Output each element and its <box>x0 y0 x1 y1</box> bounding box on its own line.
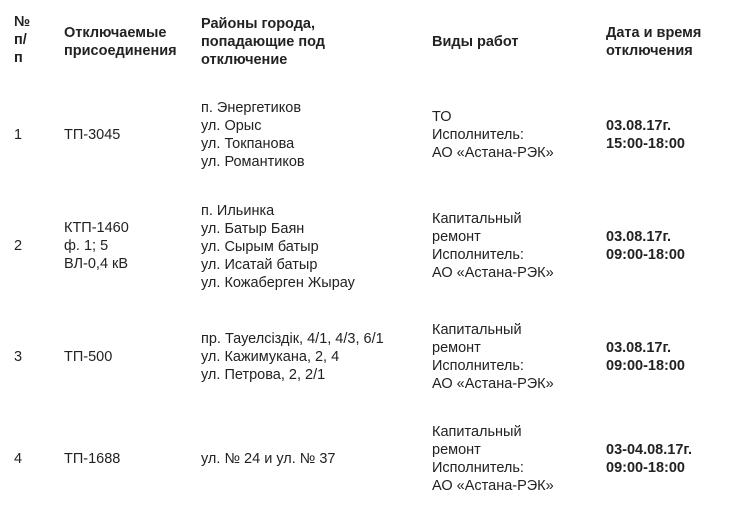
connection-line: ТП-500 <box>64 349 113 365</box>
row-1-connection <box>64 126 120 144</box>
row-3-connection <box>64 348 112 366</box>
work-line: Капитальный <box>432 322 522 338</box>
district-line: п. Ильинка <box>201 203 275 219</box>
header-districts-line: Районы города, <box>201 16 316 32</box>
work-line: АО «Астана-РЭК» <box>432 376 554 392</box>
row-4-number: 4 <box>14 451 23 467</box>
datetime-line: 09:00-18:00 <box>606 358 685 374</box>
connection-line: ТП-3045 <box>64 127 121 143</box>
work-line: ТО <box>432 109 452 125</box>
row-1-districts <box>201 99 305 171</box>
row-2-districts <box>201 202 355 292</box>
work-line: ремонт <box>432 340 481 356</box>
district-line: ул. Кожаберген Жырау <box>201 275 355 291</box>
header-number-line: п <box>14 50 23 66</box>
row-2-datetime <box>606 228 685 264</box>
district-line: п. Энергетиков <box>201 100 302 116</box>
district-line: ул. Кажимукана, 2, 4 <box>201 349 340 365</box>
datetime-line: 03.08.17г. <box>606 229 672 245</box>
connection-line: КТП-1460 <box>64 220 129 236</box>
district-line: ул. Исатай батыр <box>201 257 318 273</box>
connection-line: ф. 1; 5 <box>64 238 109 254</box>
district-line: ул. Петрова, 2, 2/1 <box>201 367 326 383</box>
datetime-line: 03-04.08.17г. <box>606 442 693 458</box>
row-2-work-type <box>432 210 554 282</box>
work-line: Капитальный <box>432 211 522 227</box>
work-line: Исполнитель: <box>432 127 524 143</box>
datetime-line: 03.08.17г. <box>606 118 672 134</box>
header-work-type-line: Виды работ <box>432 34 519 50</box>
row-3-datetime <box>606 339 685 375</box>
district-line: ул. № 24 и ул. № 37 <box>201 451 336 467</box>
row-4-connection <box>64 450 120 468</box>
connection-line: ВЛ-0,4 кВ <box>64 256 129 272</box>
work-line: Исполнитель: <box>432 358 524 374</box>
row-2-number: 2 <box>14 238 23 254</box>
header-number-line: п/ <box>14 32 27 48</box>
header-work-type <box>432 33 518 51</box>
row-1-datetime <box>606 117 685 153</box>
row-4-datetime <box>606 441 692 477</box>
row-4-work-type <box>432 423 554 495</box>
header-datetime-line: отключения <box>606 43 693 59</box>
header-number-line: № <box>14 14 31 30</box>
district-line: ул. Романтиков <box>201 154 305 170</box>
datetime-line: 09:00-18:00 <box>606 247 685 263</box>
header-datetime-line: Дата и время <box>606 25 702 41</box>
header-number <box>14 13 30 67</box>
work-line: Исполнитель: <box>432 460 524 476</box>
connection-line: ТП-1688 <box>64 451 121 467</box>
datetime-line: 03.08.17г. <box>606 340 672 356</box>
work-line: Исполнитель: <box>432 247 524 263</box>
work-line: АО «Астана-РЭК» <box>432 265 554 281</box>
header-districts-line: попадающие под <box>201 34 325 50</box>
row-3-districts <box>201 330 384 384</box>
header-connections <box>64 24 177 60</box>
district-line: пр. Тауелсіздік, 4/1, 4/3, 6/1 <box>201 331 384 347</box>
district-line: ул. Сырым батыр <box>201 239 319 255</box>
row-3-work-type <box>432 321 554 393</box>
row-4-districts <box>201 450 335 468</box>
work-line: ремонт <box>432 442 481 458</box>
row-3-number: 3 <box>14 349 23 365</box>
district-line: ул. Орыс <box>201 118 262 134</box>
datetime-line: 15:00-18:00 <box>606 136 685 152</box>
district-line: ул. Батыр Баян <box>201 221 305 237</box>
work-line: Капитальный <box>432 424 522 440</box>
row-2-connection <box>64 219 129 273</box>
header-connections-line: Отключаемые <box>64 25 167 41</box>
work-line: ремонт <box>432 229 481 245</box>
header-connections-line: присоединения <box>64 43 177 59</box>
header-datetime <box>606 24 701 60</box>
district-line: ул. Токпанова <box>201 136 295 152</box>
row-1-work-type <box>432 108 554 162</box>
header-districts-line: отключение <box>201 52 288 68</box>
work-line: АО «Астана-РЭК» <box>432 478 554 494</box>
row-1-number: 1 <box>14 127 23 143</box>
datetime-line: 09:00-18:00 <box>606 460 685 476</box>
header-districts <box>201 15 325 69</box>
work-line: АО «Астана-РЭК» <box>432 145 554 161</box>
